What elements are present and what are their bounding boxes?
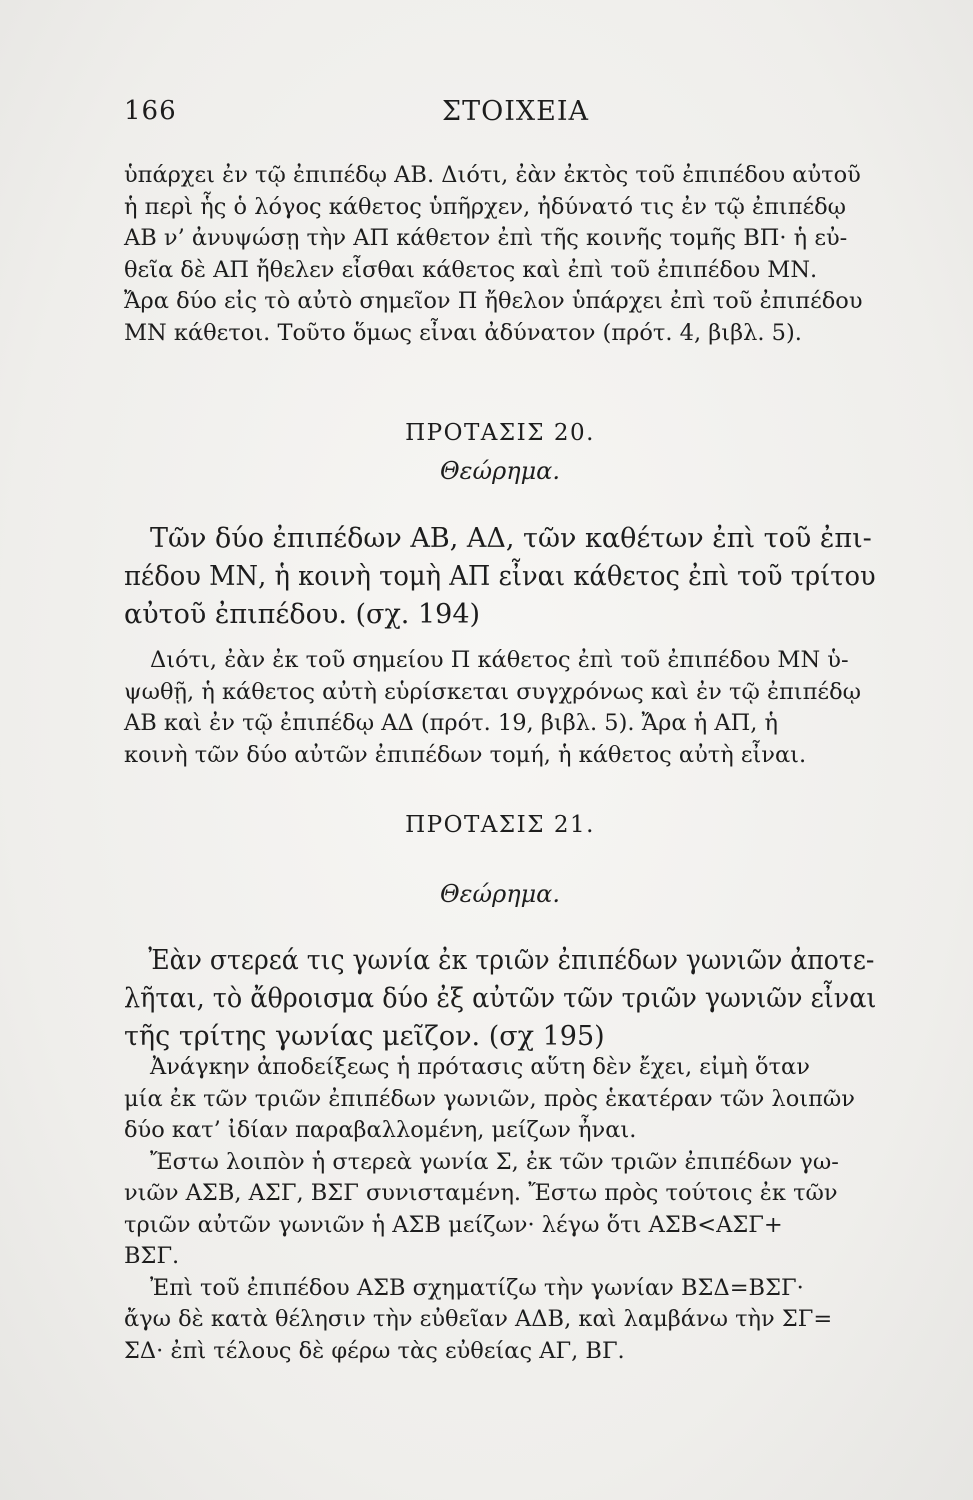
running-title: ΣΤΟΙΧΕΙΑ [442,96,589,127]
statement-line: αὐτοῦ ἐπιπέδου. (σχ. 194) [124,599,481,630]
proof-line: Ἐπὶ τοῦ ἐπιπέδου ΑΣΒ σχηματίζω τὴν γωνίαν ΒΣΔ=ΒΣΓ· [150,1274,804,1301]
proposition-20-proof [124,645,876,771]
text-line: ὑπάρχει ἐν τῷ ἐπιπέδῳ ΑΒ. Διότι, ἐὰν ἐκτὸς τοῦ ἐπιπέδου αὐτοῦ [124,162,861,188]
proof-line: Ἔστω λοιπὸν ἡ στερεὰ γωνία Σ, ἐκ τῶν τριῶν ἐπιπέδων γω- [150,1148,839,1175]
statement-line: Τῶν δύο ἐπιπέδων ΑΒ, ΑΔ, τῶν καθέτων ἐπὶ τοῦ ἐπι- [150,523,872,554]
proposition-20-statement [124,520,876,634]
proof-line: ἄγω δὲ κατὰ θέλησιν τὴν εὐθεῖαν ΑΔΒ, καὶ λαμβάνω τὴν ΣΓ= [124,1306,833,1332]
proposition-21-proof [124,1052,876,1367]
text-line: θεῖα δὲ ΑΠ ἤθελεν εἶσθαι κάθετος καὶ ἐπὶ τοῦ ἐπιπέδου ΜΝ. [124,256,818,283]
statement-line: πέδου ΜΝ, ἡ κοινὴ τομὴ ΑΠ εἶναι κάθετος ἐπὶ τοῦ τρίτου [124,561,876,592]
proof-line: κοινὴ τῶν δύο αὐτῶν ἐπιπέδων τομή, ἡ κάθετος αὐτὴ εἶναι. [124,741,807,768]
proof-line: μία ἐκ τῶν τριῶν ἐπιπέδων γωνιῶν, πρὸς ἑκατέραν τῶν λοιπῶν [124,1085,855,1112]
proposition-20-heading: ΠΡΟΤΑΣΙΣ 20. [405,420,595,446]
proof-line: ψωθῇ, ἡ κάθετος αὐτὴ εὑρίσκεται συγχρόνως καὶ ἐν τῷ ἐπιπέδῳ [124,678,861,705]
statement-line: λῆται, τὸ ἄθροισμα δύο ἐξ αὐτῶν τῶν τριῶν γωνιῶν εἶναι [124,983,877,1014]
proof-line: ΒΣΓ. [124,1243,180,1269]
proof-line: ΑΒ καὶ ἐν τῷ ἐπιπέδῳ ΑΔ (πρότ. 19, βιβλ. 5). Ἄρα ἡ ΑΠ, ἡ [124,710,779,736]
page-number: 166 [124,96,177,126]
proposition-21-subheading: Θεώρημα. [439,880,561,908]
continuation-paragraph [124,160,876,349]
text-line: ΑΒ ν’ ἀνυψώσῃ τὴν ΑΠ κάθετον ἐπὶ τῆς κοινῆς τομῆς ΒΠ· ἡ εὐ- [124,225,848,251]
text-line: ΜΝ κάθετοι. Τοῦτο ὅμως εἶναι ἀδύνατον (πρότ. 4, βιβλ. 5). [124,319,802,346]
text-line: ἡ περὶ ἧς ὁ λόγος κάθετος ὑπῆρχεν, ἠδύνατό τις ἐν τῷ ἐπιπέδῳ [124,193,847,220]
proof-line: νιῶν ΑΣΒ, ΑΣΓ, ΒΣΓ συνισταμένη. Ἔστω πρὸς τούτοις ἐκ τῶν [124,1180,838,1206]
proof-line: Διότι, ἐὰν ἐκ τοῦ σημείου Π κάθετος ἐπὶ τοῦ ἐπιπέδου ΜΝ ὑ- [150,647,849,673]
proof-line: Ἀνάγκην ἀποδείξεως ἡ πρότασις αὕτη δὲν ἔχει, εἰμὴ ὅταν [150,1054,810,1080]
proposition-20-subheading: Θεώρημα. [439,457,561,485]
proof-line: δύο κατ’ ἰδίαν παραβαλλομένη, μείζων ἦναι. [124,1117,637,1143]
text-line: Ἄρα δύο εἰς τὸ αὐτὸ σημεῖον Π ἤθελον ὑπάρχει ἐπὶ τοῦ ἐπιπέδου [124,288,863,314]
proposition-21-statement [124,942,876,1056]
proof-line: τριῶν αὐτῶν γωνιῶν ἡ ΑΣΒ μείζων· λέγω ὅτι ΑΣΒ<ΑΣΓ+ [124,1211,783,1238]
statement-line: Ἐὰν στερεά τις γωνία ἐκ τριῶν ἐπιπέδων γωνιῶν ἀποτε- [148,945,875,976]
proposition-21-heading: ΠΡΟΤΑΣΙΣ 21. [405,812,595,838]
statement-line: τῆς τρίτης γωνίας μεῖζον. (σχ 195) [124,1021,605,1052]
proof-line: ΣΔ· ἐπὶ τέλους δὲ φέρω τὰς εὐθείας ΑΓ, ΒΓ. [124,1337,625,1364]
running-head [124,96,884,136]
